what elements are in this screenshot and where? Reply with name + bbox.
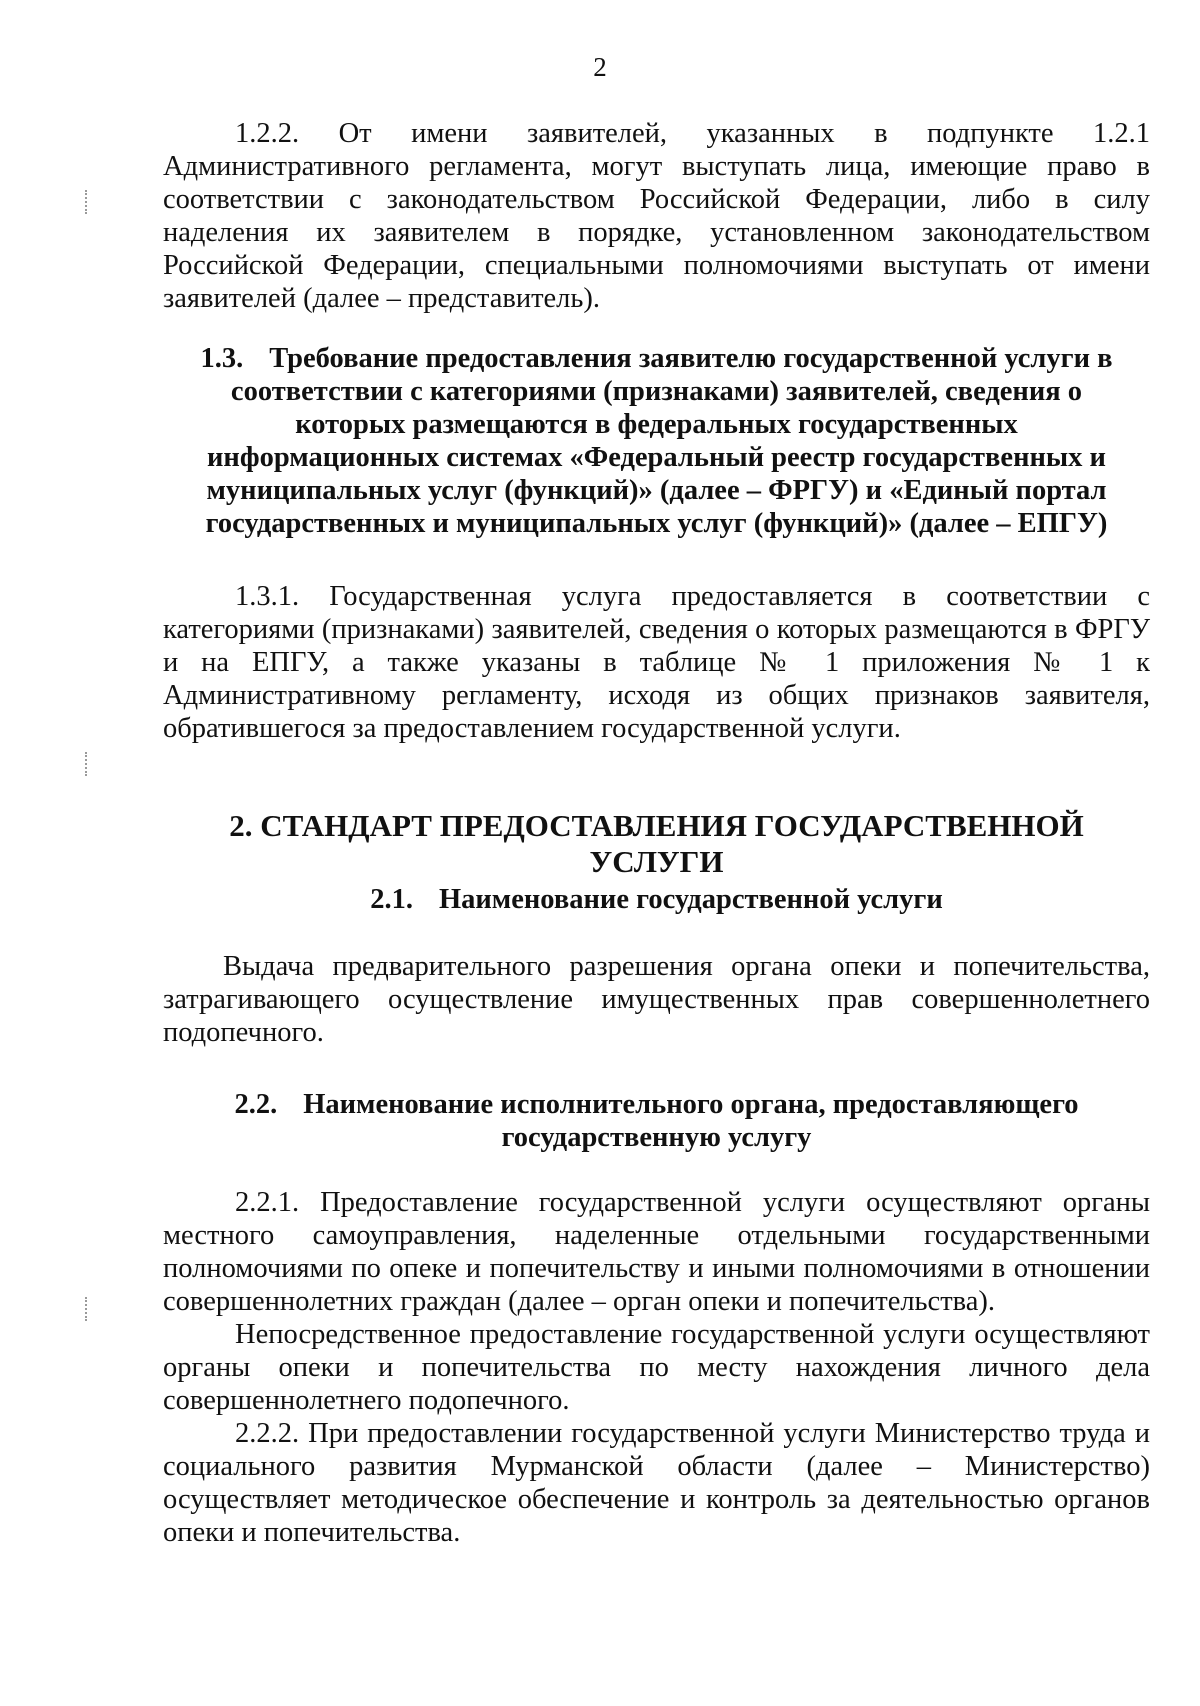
paragraph-2-2-1-block xyxy=(163,1186,1150,1549)
margin-dot-mark xyxy=(85,1297,90,1321)
paragraph-1-3-1: 1.3.1. Государственная услуга предоставляется в соответствии с категориями (признаками) заявителей, сведения о которых размещаются в ФРГУ и на ЕПГУ, а также указаны в таблице № 1 приложения № 1 к Административному регламенту, исходя из общих признаков заявителя, обратившегося за предоставлением государственной услуги. xyxy=(163,581,1150,744)
heading-1-3-block xyxy=(183,342,1130,540)
heading-2-1-block xyxy=(163,883,1150,916)
heading-1-3-number: 1.3. xyxy=(200,343,244,374)
section-2-title: 2. СТАНДАРТ ПРЕДОСТАВЛЕНИЯ ГОСУДАРСТВЕННОЙ УСЛУГИ xyxy=(229,808,1084,879)
paragraph-1-2-2-block xyxy=(163,117,1150,315)
paragraph-2-1-block xyxy=(163,950,1150,1049)
paragraph-2-2-2: 2.2.2. При предоставлении государственной услуги Министерство труда и социального развития Мурманской области (далее – Министерство) осуществляет методическое обеспечение и контроль за деятельностью органов опеки и попечительства. xyxy=(163,1418,1150,1548)
page-number: 2 xyxy=(593,52,607,82)
paragraph-2-2-1-continued: Непосредственное предоставление государственной услуги осуществляют органы опеки и попечительства по месту нахождения личного дела совершеннолетнего подопечного. xyxy=(163,1319,1150,1416)
heading-2-2-text: Наименование исполнительного органа, предоставляющего государственную услугу xyxy=(303,1089,1079,1153)
heading-2-1 xyxy=(163,883,1150,916)
heading-2-2-block xyxy=(210,1088,1103,1154)
margin-dot-mark xyxy=(85,752,90,776)
heading-2-1-number: 2.1. xyxy=(370,884,413,915)
paragraph-2-1: Выдача предварительного разрешения органа опеки и попечительства, затрагивающего осуществление имущественных прав совершеннолетнего подопечного. xyxy=(163,951,1150,1048)
paragraph-1-2-2: 1.2.2. От имени заявителей, указанных в подпункте 1.2.1 Административного регламента, могут выступать лица, имеющие право в соответствии с законодательством Российской Федерации, либо в силу наделения их заявителем в порядке, установленном законодательством Российской Федерации, специальными полномочиями выступать от имени заявителей (далее – представитель). xyxy=(163,118,1150,314)
heading-2-2 xyxy=(210,1088,1103,1154)
heading-2-1-text: Наименование государственной услуги xyxy=(438,884,943,915)
paragraph-2-2-1: 2.2.1. Предоставление государственной услуги осуществляют органы местного самоуправления, наделенные отдельными государственными полномочиями по опеке и попечительству и иными полномочиями в отношении совершеннолетних граждан (далее – орган опеки и попечительства). xyxy=(163,1187,1150,1317)
paragraph-1-3-1-block xyxy=(163,580,1150,745)
margin-dot-mark xyxy=(85,190,90,214)
heading-2-2-number: 2.2. xyxy=(234,1089,278,1120)
heading-1-3-text: Требование предоставления заявителю государственной услуги в соответствии с категориями (признаками) заявителей, сведения о которых размещаются в федеральных государственных информационных системах «Федеральный реестр государственных и муниципальных услуг (функций)» (далее – ФРГУ) и «Единый портал государственных и муниципальных услуг (функций)» (далее – ЕПГУ) xyxy=(205,343,1113,539)
heading-1-3 xyxy=(183,342,1130,540)
